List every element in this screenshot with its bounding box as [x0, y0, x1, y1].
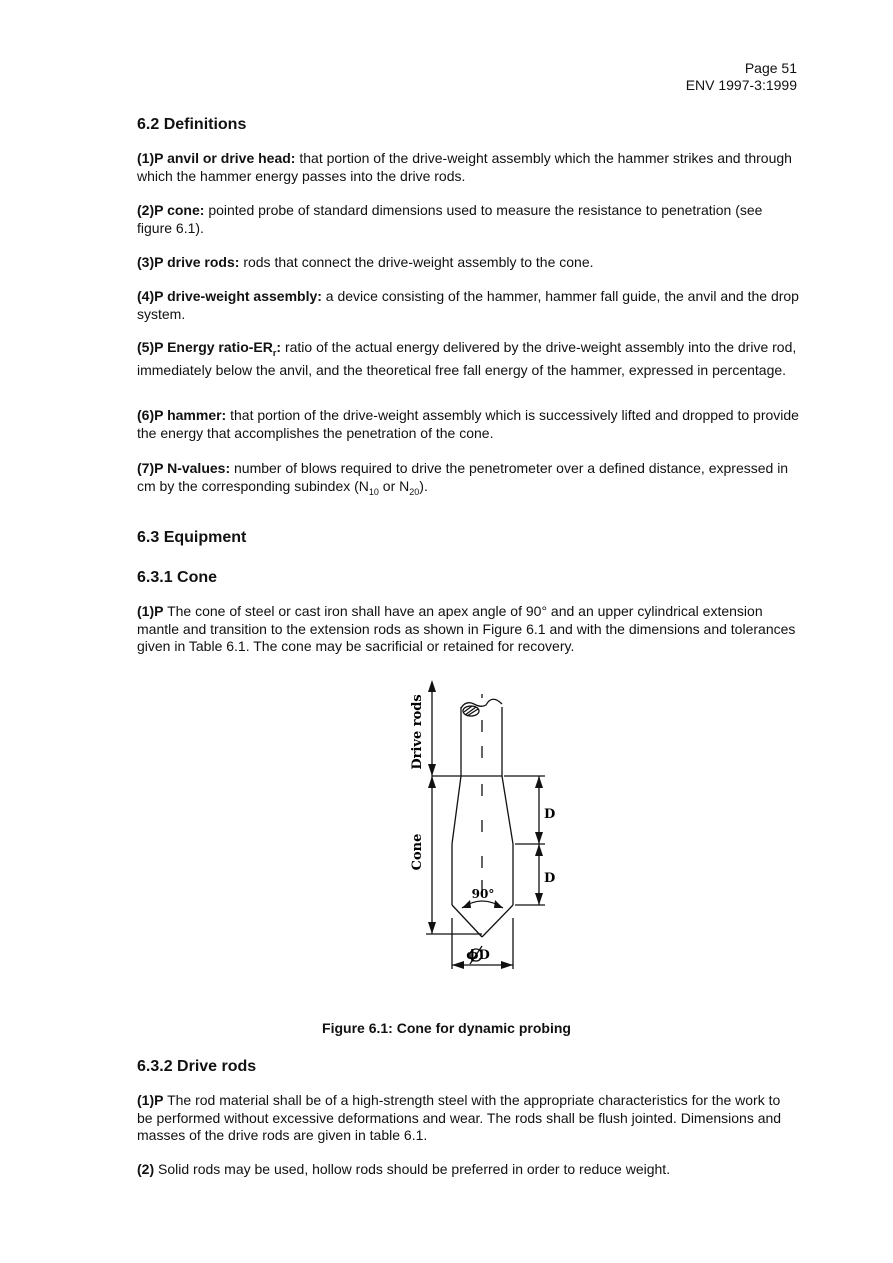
definition-cone [137, 202, 799, 237]
paragraph-label: (2) [137, 1161, 155, 1177]
definition-label: (2)P cone: [137, 202, 205, 218]
paragraph-label: (1)P [137, 603, 164, 619]
definition-drive-weight-assembly [137, 288, 799, 323]
arrowhead [428, 776, 436, 788]
definition-label: (6)P hammer: [137, 407, 227, 423]
drive-rods-paragraph-1 [137, 1092, 799, 1145]
arrowhead [428, 922, 436, 934]
page-number: Page 51 [744, 60, 797, 76]
definition-energy-ratio [137, 339, 799, 380]
label-diameter: ϕD [466, 948, 490, 963]
label-d-upper: D [544, 807, 556, 822]
cone-tip-left [452, 905, 482, 937]
section-6-3-1-title: 6.3.1 Cone [137, 569, 218, 586]
arrowhead [535, 776, 543, 788]
arrowhead [428, 764, 436, 776]
cone-paragraph [137, 603, 799, 656]
cone-left-taper [452, 776, 461, 844]
definition-text: pointed probe of standard dimensions used to measure the resistance to penetration (see figure 6.1). [137, 202, 763, 236]
arrowhead [428, 680, 436, 692]
document-id: ENV 1997-3:1999 [685, 77, 797, 93]
definition-hammer [137, 407, 799, 442]
label-drive-rods: Drive rods [410, 694, 425, 770]
definition-drive-rods [137, 254, 799, 272]
label-cone: Cone [410, 833, 425, 871]
page-header [686, 60, 797, 94]
arrowhead [452, 961, 464, 969]
arrowhead [462, 900, 471, 908]
paragraph-label: (1)P [137, 1092, 164, 1108]
definition-text: rods that connect the drive-weight assembly to the cone. [239, 254, 594, 270]
definition-anvil [137, 150, 799, 185]
paragraph-text: The rod material shall be of a high-strength steel with the appropriate characteristics for the work to be performed without excessive deformations and wear. The rods shall be flush jointed. Dimensions and masses of the drive rods are given in table 6.1. [137, 1092, 782, 1143]
definition-label: (4)P drive-weight assembly: [137, 288, 322, 304]
paragraph-text: The cone of steel or cast iron shall have an apex angle of 90° and an upper cylindrical extension mantle and transition to the extension rods as shown in Figure 6.1 and with the dimensions and tolerances given in Table 6.1. The cone may be sacrificial or retained for recovery. [137, 603, 796, 654]
label-angle: 90° [471, 887, 495, 901]
definition-label: (5)P Energy ratio-$ER_r$: [137, 339, 282, 358]
label-d-lower: D [544, 871, 556, 886]
arrowhead [535, 893, 543, 905]
cone-tip-right [482, 905, 513, 937]
drive-rods-paragraph-2 [137, 1161, 799, 1179]
section-6-2-title: 6.2 Definitions [137, 116, 247, 133]
definition-text: that portion of the drive-weight assembly which the hammer strikes and through which the hammer energy passes into the drive rods. [137, 150, 792, 184]
definition-text: a device consisting of the hammer, hammer fall guide, the anvil and the drop system. [137, 288, 799, 322]
arrowhead [501, 961, 513, 969]
figure-caption: Figure 6.1: Cone for dynamic probing [322, 1020, 571, 1036]
arrowhead [494, 900, 503, 908]
definition-text: that portion of the drive-weight assembly which is successively lifted and dropped to provide the energy that accomplishes the penetration of the cone. [137, 407, 799, 441]
cone-diagram [0, 672, 893, 992]
definition-label: (3)P drive rods: [137, 254, 240, 270]
paragraph-text: Solid rods may be used, hollow rods should be preferred in order to reduce weight. [154, 1161, 671, 1177]
definition-text: ratio of the actual energy delivered by the drive-weight assembly into the drive rod, immediately below the anvil, and the theoretical free fall energy of the hammer, expressed in percentage. [137, 339, 797, 379]
definition-label: (7)P N-values: [137, 460, 231, 476]
cone-right-taper [502, 776, 513, 844]
definition-n-values: (7)P N-values: number of blows required to drive the penetrometer over a defined distance, expressed in cm by the corresponding subindex ($N_{10}$ or $N_{20}$). [137, 460, 789, 497]
section-6-3-2-title: 6.3.2 Drive rods [137, 1058, 257, 1075]
section-6-3-title: 6.3 Equipment [137, 529, 247, 546]
definition-label: (1)P anvil or drive head: [137, 150, 296, 166]
arrowhead [535, 844, 543, 856]
arrowhead [535, 832, 543, 844]
